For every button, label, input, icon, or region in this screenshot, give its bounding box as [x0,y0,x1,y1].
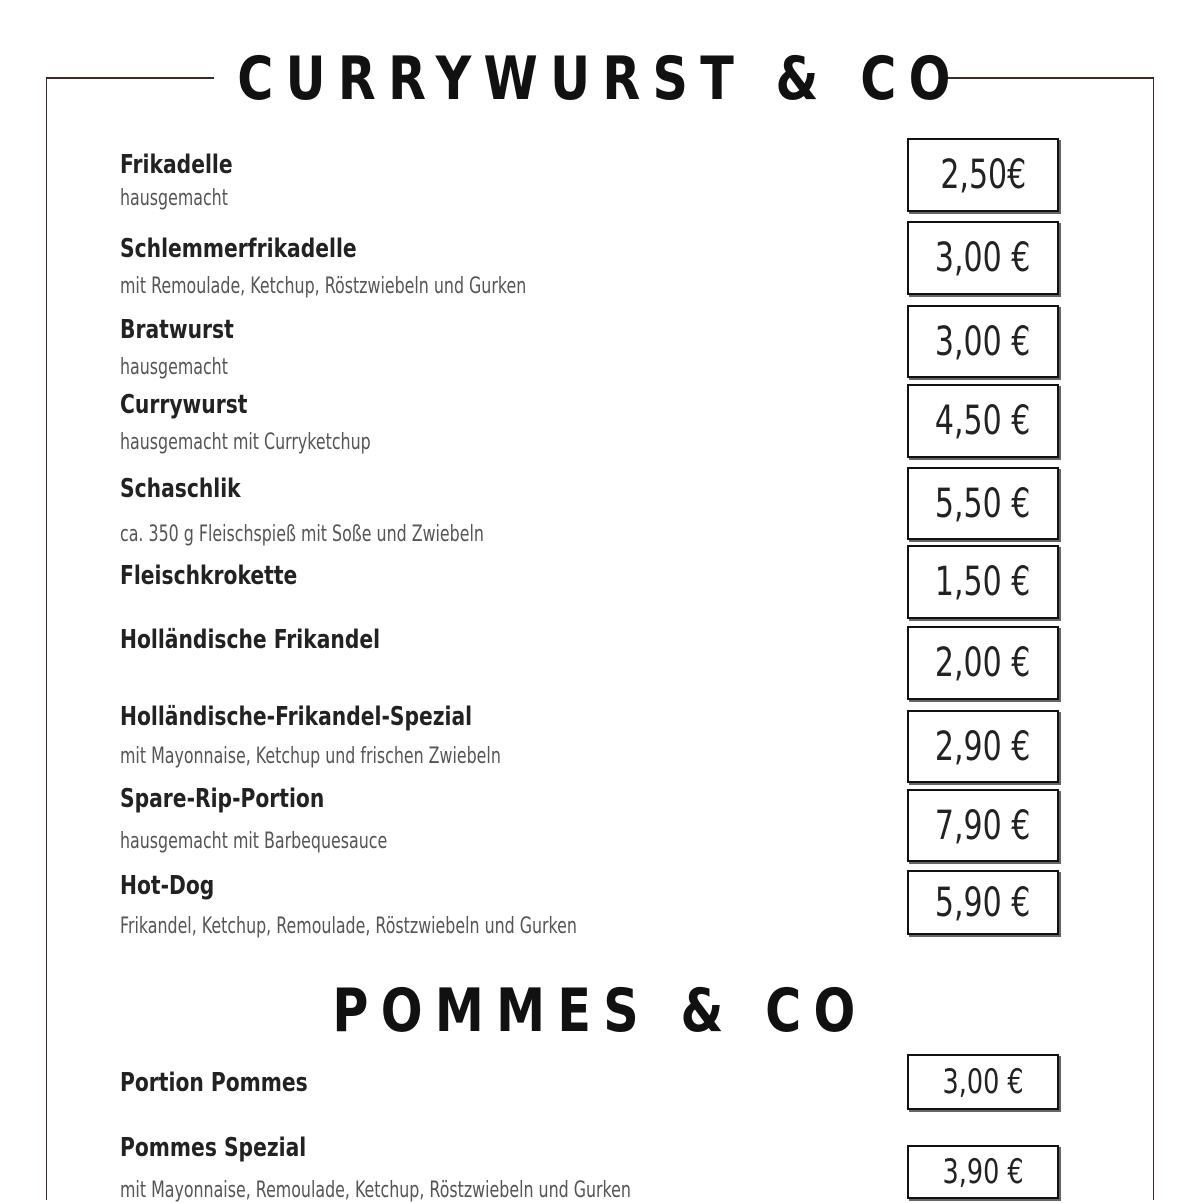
price-text: 7,90 € [935,802,1031,849]
item-name: Schlemmerfrikadelle [120,234,357,264]
price-text: 2,00 € [935,640,1031,686]
item-description: hausgemacht mit Barbequesauce [120,829,388,854]
item-description: hausgemacht [120,355,228,380]
price-box [907,467,1059,540]
price-box [907,1145,1059,1199]
price-box [907,384,1059,458]
price-box [907,1054,1059,1110]
price-box [907,221,1059,295]
item-name: Holländische Frikandel [120,625,381,655]
item-description: hausgemacht [120,186,228,211]
item-description: mit Mayonnaise, Ketchup und frischen Zwiebeln [120,744,501,769]
price-text: 4,50 € [935,398,1031,444]
item-name: Portion Pommes [120,1068,308,1098]
item-name: Schaschlik [120,474,241,504]
section-title-currywurst: CURRYWURST & CO [237,44,963,114]
price-text: 2,90 € [935,723,1031,770]
price-box [907,789,1059,862]
item-name: Bratwurst [120,315,234,345]
price-box [907,138,1059,212]
item-description: mit Remoulade, Ketchup, Röstzwiebeln und Gurken [120,274,527,299]
price-text: 5,50 € [935,480,1031,527]
item-description: Frikandel, Ketchup, Remoulade, Röstzwiebeln und Gurken [120,914,577,939]
price-box [907,710,1059,783]
item-description: hausgemacht mit Curryketchup [120,430,371,455]
item-name: Currywurst [120,390,248,420]
price-box [907,626,1059,700]
price-text: 2,50€ [940,152,1026,198]
price-text: 1,50 € [935,559,1031,605]
price-text: 3,90 € [942,1152,1024,1192]
menu-frame-right-border [1153,77,1154,1200]
item-name: Pommes Spezial [120,1133,307,1163]
item-name: Frikadelle [120,150,233,180]
section-title-pommes: POMMES & CO [332,976,868,1046]
price-box [907,870,1059,935]
item-description: mit Mayonnaise, Remoulade, Ketchup, Röstzwiebeln und Gurken [120,1178,631,1203]
item-name: Hot-Dog [120,871,215,901]
price-text: 3,00 € [942,1062,1024,1102]
menu-frame-left-border [46,77,47,1200]
price-text: 3,00 € [935,235,1031,281]
item-description: ca. 350 g Fleischspieß mit Soße und Zwiebeln [120,522,484,547]
item-name: Spare-Rip-Portion [120,784,325,814]
item-name: Fleischkrokette [120,561,298,591]
price-box [907,305,1059,378]
price-box [907,545,1059,619]
item-name: Holländische-Frikandel-Spezial [120,702,473,732]
price-text: 3,00 € [935,318,1031,365]
price-text: 5,90 € [935,879,1031,926]
